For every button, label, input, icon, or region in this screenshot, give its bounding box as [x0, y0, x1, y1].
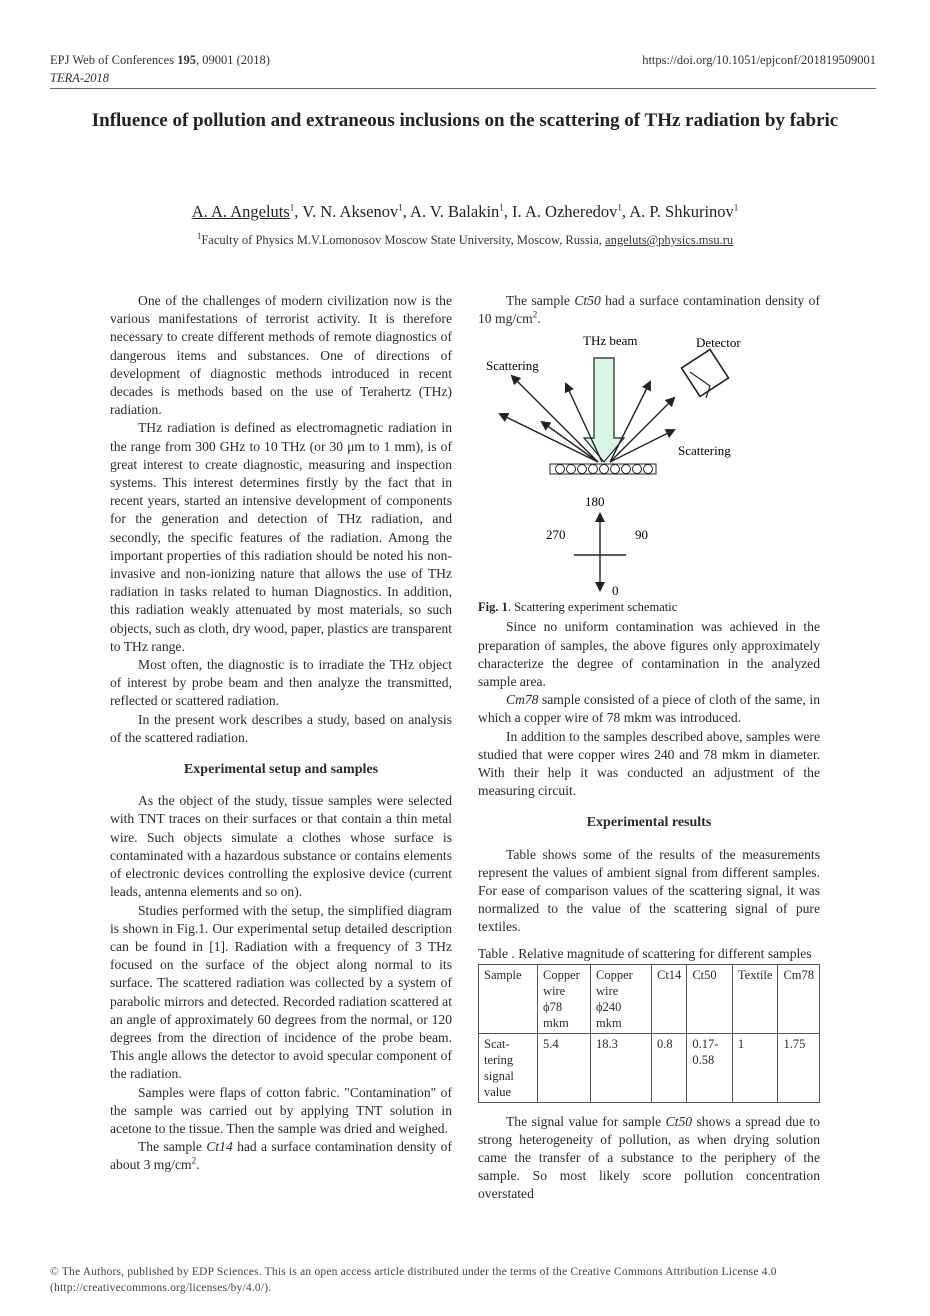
paragraph: THz radiation is defined as electromagnetic radiation in the range from 300 GHz to 10 THz (or 30 μm to 1 mm), is of great interest to create diagnostic, measuring and inspection systems. This interest determines firstly by the fact that in recent years, started an intensive development of components for the generation and detection of THz radiation, and secondly, the specific features of the radiation. Among the important properties of this radiation should be noted his non-invasive and non-ionizing nature that allows the use of THz radiation in tasks related to human Diagnostics. In addition, this radiation weakly attenuated by most materials, so such objects, such as cloth, dry wood, paper, plastics are transparent to THz range.	[110, 420, 452, 654]
table-caption: Table . Relative magnitude of scattering for different samples	[478, 945, 812, 961]
license-footer	[50, 1264, 876, 1296]
left-column	[110, 292, 452, 1175]
figure-caption	[478, 600, 677, 615]
paragraph	[110, 1138, 452, 1174]
table-header-cell: Ct14	[652, 964, 687, 1033]
text-run: The sample	[506, 293, 575, 308]
text-run: The sample	[138, 1139, 207, 1155]
doi-link[interactable]: https://doi.org/10.1051/epjconf/201819509001	[642, 53, 876, 67]
author-affil-mark: 1	[617, 202, 622, 213]
text-run: shows a spread due to strong heterogeneity of pollution, as when drying solution came the transfer of a substance to the periphery of the sample. So most likely score pollution concentration overstated	[478, 1113, 820, 1202]
paragraph: Most often, the diagnostic is to irradiate the THz object of interest by probe beam and then analyze the transmitted, reflected or scattered radiation.	[110, 657, 452, 709]
scatter-ray	[610, 430, 674, 462]
text-run: The signal value for sample	[506, 1113, 666, 1129]
table-header-cell: Copper wire ϕ78 mkm	[538, 964, 591, 1033]
author-name: A. P. Shkurinov	[629, 202, 734, 221]
table-cell: 1	[732, 1033, 778, 1102]
table-header-cell: Copper wire ϕ240 mkm	[591, 964, 652, 1033]
journal-volume: 195	[177, 53, 196, 67]
license-text: © The Authors, published by EDP Sciences. This is an open access article distributed under the terms of the Creative Commons Attribution License 4.0	[50, 1266, 777, 1278]
fabric-sample-icon	[550, 464, 656, 474]
author-email-link[interactable]: angeluts@physics.msu.ru	[605, 233, 734, 247]
scatter-ray	[610, 398, 674, 462]
author-name: I. A. Ozheredov	[512, 202, 618, 221]
figure-caption-text: . Scattering experiment schematic	[507, 600, 678, 614]
author-affil-mark: 1	[289, 202, 295, 213]
journal-article: , 09001 (2018)	[195, 53, 270, 67]
scatter-ray	[512, 376, 598, 462]
text-run: .	[537, 311, 541, 327]
paragraph	[478, 691, 820, 727]
author-affil-mark: 1	[499, 202, 504, 213]
paragraph: In addition to the samples described above, samples were studied that were copper wires 240 and 78 mkm in diameter. With their help it was conducted an adjustment of the measuring circuit.	[478, 728, 820, 799]
conference-name: TERA-2018	[50, 71, 110, 85]
table-cell: 1.75	[778, 1033, 820, 1102]
text-run: had a surface contamination density of about 3 mg/cm	[110, 1139, 453, 1173]
figure-1	[478, 328, 820, 598]
table-row-label: Scat-tering signal value	[479, 1033, 538, 1102]
paragraph: Table shows some of the results of the measurements represent the values of ambient signal from different samples. For ease of comparison values of the scattering signal, it was normalized to the value of the scattering signal of pure textiles.	[478, 846, 820, 935]
paragraph: One of the challenges of modern civilization now is the various manifestations of terrorist activity. It is therefore necessary to create different methods of remote diagnostics of dangerous items and substances. One of directions of development of diagnostic methods introduced in recent decades is methods based on the use of Terahertz (THz) radiation.	[110, 293, 452, 418]
author-name: A. A. Angeluts	[191, 202, 290, 221]
paragraph	[478, 292, 820, 328]
table-row	[479, 1033, 820, 1102]
thz-beam-label: THz beam	[583, 333, 638, 348]
table-cell: 0.8	[652, 1033, 687, 1102]
angle-label-270: 270	[546, 527, 566, 542]
affiliation	[0, 230, 930, 248]
header-divider	[50, 88, 876, 89]
author-name: A. V. Balakin	[410, 202, 500, 221]
author-name: V. N. Aksenov	[302, 202, 399, 221]
author-list: A. A. Angeluts$^1$, V. N. Aksenov$^1$, A. V. Balakin$^1$, I. A. Ozheredov$^1$, A. P. Shkurinov$^1$	[191, 202, 739, 221]
sample-name: Ct50	[665, 1113, 693, 1129]
affil-mark: 1	[196, 230, 202, 241]
table-header-cell: Textile	[732, 964, 778, 1033]
paragraph: Since no uniform contamination was achieved in the preparation of samples, the above figures only approximately characterize the degree of contamination in the analyzed sample area.	[478, 619, 820, 690]
paragraph: Samples were flaps of cotton fabric. "Contamination" of the sample was carried out by applying TNT solution in acetone to the tissue. Then the sample was dried and weighed.	[110, 1084, 452, 1136]
figure-label: Fig. 1	[478, 600, 508, 614]
scattering-right-label: Scattering	[678, 443, 731, 458]
sample-name: Cm78	[506, 692, 539, 708]
scattering-left-label: Scattering	[486, 358, 539, 373]
paragraph: As the object of the study, tissue samples were selected with TNT traces on their surfaces or that contain a thin metal wire. Such objects simulate a clothes whose surface is contaminated with a hazardous substance or contains elements of electronic devices controlling the explosive device (current leads, antenna elements and so on).	[110, 793, 452, 900]
journal-name: EPJ Web of Conferences	[50, 53, 178, 67]
table-header-cell: Ct50	[687, 964, 733, 1033]
license-link[interactable]: (http://creativecommons.org/licenses/by/4.0/).	[50, 1282, 272, 1294]
angle-compass	[574, 514, 626, 590]
angle-label-180: 180	[585, 494, 605, 509]
journal-citation	[50, 53, 270, 68]
affil-text: Faculty of Physics M.V.Lomonosov Moscow State University, Moscow, Russia,	[201, 233, 606, 247]
paragraph: In the present work describes a study, based on analysis of the scattered radiation.	[110, 711, 452, 745]
paragraph: Studies performed with the setup, the simplified diagram is shown in Fig.1. Our experimental setup detailed description can be found in [1]. Radiation with a frequency of 3 THz focused on the surface of the object along normal to its surface. The scattered radiation was collected by a system of parabolic mirrors and detected. Recorded radiation scattered at an angle of approximately 60 degrees from the normal, or 120 degrees from the direction of incidence of the probe beam. This angle allows the detector to avoid specular component of the radiation.	[110, 902, 452, 1082]
scattered-rays	[500, 376, 674, 462]
section-heading: Experimental setup and samples	[183, 762, 379, 778]
sample-name: Ct14	[206, 1139, 233, 1155]
detector-icon	[681, 349, 728, 398]
scattering-schematic	[478, 328, 820, 598]
section-heading: Experimental results	[586, 815, 712, 831]
table-cell: 5.4	[538, 1033, 591, 1102]
scatter-ray	[610, 382, 650, 462]
text-run: .	[196, 1157, 200, 1173]
text-run: sample consisted of a piece of cloth of the same, in which a copper wire of 78 mkm was introduced.	[478, 692, 820, 726]
table-cell: 18.3	[591, 1033, 652, 1102]
results-table	[478, 964, 820, 1103]
angle-label-90: 90	[635, 527, 648, 542]
paper-title: Influence of pollution and extraneous inclusions on the scattering of THz radiation by fabric	[91, 110, 839, 131]
superscript: 2	[191, 1155, 197, 1166]
table-header-cell: Cm78	[778, 964, 820, 1033]
paragraph	[478, 1113, 820, 1204]
table-cell: 0.17-0.58	[687, 1033, 733, 1102]
author-affil-mark: 1	[398, 202, 403, 213]
sample-name: Ct50	[574, 293, 601, 308]
author-affil-mark: 1	[733, 202, 739, 213]
superscript: 2	[532, 309, 538, 320]
table-header-cell: Sample	[479, 964, 538, 1033]
detector-label: Detector	[696, 335, 741, 350]
table-header-row	[479, 964, 820, 1033]
angle-label-0: 0	[612, 583, 619, 598]
text-run: had a surface contamination density of 10 mg/cm	[478, 293, 821, 327]
